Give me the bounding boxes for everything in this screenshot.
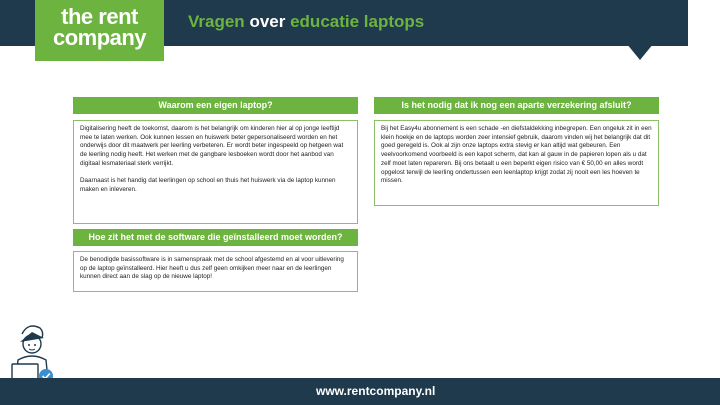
title-part-3: educatie laptops [290, 12, 425, 31]
why-laptop-paragraph-1: Digitalisering heeft de toekomst, daarom is het belangrijk om kinderen hier al op jonge leeftijd mee te laten werken. Ook kunnen lessen en huiswerk beter gepersonaliseerd worden en het onderwijs door dit maatwerk per leerling verbeteren. Er wordt beter ingespeeld op hetgeen wat de leerling nodig heeft. Het werken met de gangbare lesboeken wordt door het aanbod van digitaal lesmateriaal sterk verrijkt. [80, 125, 344, 167]
footer-url-link[interactable]: www.rentcompany.nl [316, 384, 436, 398]
page-title [188, 12, 424, 32]
logo-line1: the rent [61, 4, 138, 29]
logo-line2: company [52, 25, 147, 50]
insurance-box [374, 120, 659, 206]
insurance-paragraph-1: Bij het Easy4u abonnement is een schade -en diefstaldekking inbegrepen. Een ongeluk zit in een klein hoekje en de laptops worden zeer intensief gebruik, daarom vinden wij het belangrijk dat dit goed geregeld is. Ook al zijn onze laptops extra stevig er kan altijd wat gebeuren. Een veelvoorkomend voorbeeld is een kapot scherm, dat kan al gauw in de papieren lopen als u dat zelf moet laten repareren. Bij ons betaalt u een beperkt eigen risico van € 50,00 en alles wordt opgelost terwijl de leerling ondertussen een leenlaptop krijgt zodat zij nooit een les hoeven te missen. [381, 125, 652, 185]
title-part-2: over [249, 12, 286, 31]
logo[interactable] [35, 0, 164, 61]
software-paragraph-1: De benodigde basissoftware is in samenspraak met de school afgestemd en al voor uitlevering op de laptop geïnstalleerd. Hier heeft u dus zelf geen omkijken meer naar en de leerlingen kunnen direct aan de slag op de nieuwe laptop! [80, 256, 344, 281]
why-laptop-box [73, 120, 358, 224]
why-laptop-paragraph-2: Daarnaast is het handig dat leerlingen op school en thuis het huiswerk via de laptop kunnen maken en inleveren. [80, 177, 336, 193]
why-laptop-heading: Waarom een eigen laptop? [73, 97, 358, 114]
top-bar-notch [622, 38, 658, 60]
insurance-heading: Is het nodig dat ik nog een aparte verzekering afsluit? [374, 97, 659, 114]
software-heading: Hoe zit het met de software die geïnstalleerd moet worden? [73, 229, 358, 246]
footer-bar [0, 378, 720, 405]
title-part-1: Vragen [188, 12, 245, 31]
software-box [73, 251, 358, 292]
